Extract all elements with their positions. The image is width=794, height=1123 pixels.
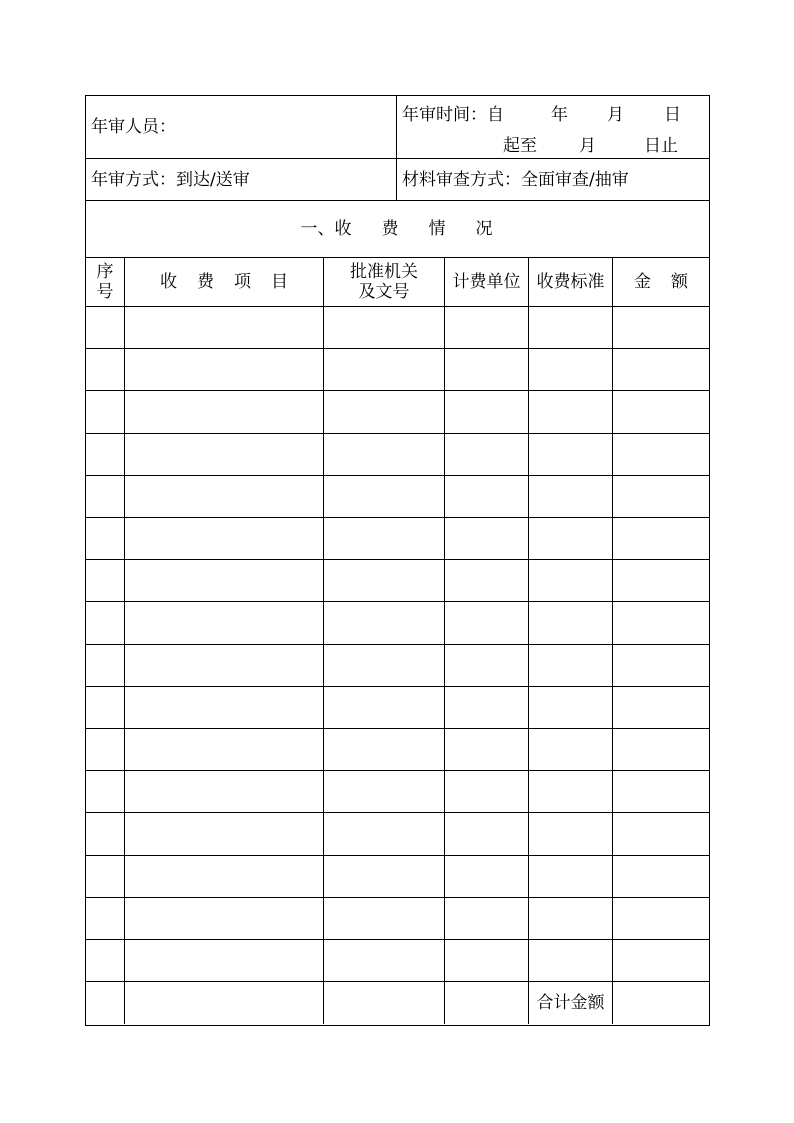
standard-cell[interactable] (528, 856, 612, 897)
index-cell[interactable] (86, 560, 124, 601)
table-row (86, 349, 709, 391)
item-cell[interactable] (124, 349, 323, 390)
index-cell[interactable] (86, 940, 124, 981)
table-row (86, 518, 709, 560)
review-time-cell[interactable] (396, 96, 709, 158)
standard-cell[interactable] (528, 518, 612, 559)
review-time-start: 起至 (503, 136, 537, 156)
item-cell[interactable] (124, 940, 323, 981)
section-title-part-4: 况 (475, 219, 493, 239)
index-cell[interactable] (86, 307, 124, 348)
review-time-label: 年审时间：自 (402, 105, 504, 125)
review-time-day: 日 (664, 105, 681, 125)
approval-cell[interactable] (323, 307, 444, 348)
column-header-row (86, 258, 709, 307)
reviewer-row (86, 96, 709, 159)
table-row (86, 856, 709, 898)
amount-cell[interactable] (612, 856, 709, 897)
approval-cell[interactable] (323, 645, 444, 686)
unit-cell[interactable] (444, 856, 528, 897)
col-header-index-line1: 序 (96, 262, 114, 282)
total-unit-cell[interactable] (444, 982, 528, 1024)
index-cell[interactable] (86, 391, 124, 432)
standard-cell[interactable] (528, 729, 612, 770)
review-time-end: 日止 (644, 136, 678, 156)
approval-cell[interactable] (323, 729, 444, 770)
col-header-approval (323, 258, 444, 306)
item-cell[interactable] (124, 560, 323, 601)
unit-cell[interactable] (444, 940, 528, 981)
standard-cell[interactable] (528, 391, 612, 432)
unit-cell[interactable] (444, 518, 528, 559)
unit-cell[interactable] (444, 434, 528, 475)
approval-cell[interactable] (323, 898, 444, 939)
index-cell[interactable] (86, 729, 124, 770)
item-cell[interactable] (124, 813, 323, 854)
item-cell[interactable] (124, 645, 323, 686)
index-cell[interactable] (86, 813, 124, 854)
table-row (86, 771, 709, 813)
amount-cell[interactable] (612, 813, 709, 854)
approval-cell[interactable] (323, 813, 444, 854)
unit-cell[interactable] (444, 349, 528, 390)
table-row (86, 602, 709, 644)
standard-cell[interactable] (528, 307, 612, 348)
review-method-cell[interactable] (86, 159, 396, 200)
unit-cell[interactable] (444, 729, 528, 770)
table-row (86, 940, 709, 982)
unit-cell[interactable] (444, 476, 528, 517)
col-header-index-line2: 号 (96, 282, 114, 302)
item-cell[interactable] (124, 771, 323, 812)
table-row (86, 898, 709, 940)
review-time-month: 月 (607, 105, 624, 125)
unit-cell[interactable] (444, 687, 528, 728)
standard-cell[interactable] (528, 602, 612, 643)
standard-cell[interactable] (528, 898, 612, 939)
item-cell[interactable] (124, 434, 323, 475)
amount-cell[interactable] (612, 307, 709, 348)
index-cell[interactable] (86, 349, 124, 390)
approval-cell[interactable] (323, 434, 444, 475)
unit-cell[interactable] (444, 898, 528, 939)
col-header-index (86, 258, 124, 306)
item-cell[interactable] (124, 687, 323, 728)
item-cell[interactable] (124, 518, 323, 559)
col-header-item-part-2: 费 (197, 272, 214, 292)
unit-cell[interactable] (444, 560, 528, 601)
approval-cell[interactable] (323, 560, 444, 601)
unit-cell[interactable] (444, 645, 528, 686)
amount-cell[interactable] (612, 560, 709, 601)
method-row (86, 159, 709, 201)
table-row (86, 729, 709, 771)
item-cell[interactable] (124, 307, 323, 348)
section-title (301, 219, 493, 239)
table-row (86, 391, 709, 433)
standard-cell[interactable] (528, 560, 612, 601)
amount-cell[interactable] (612, 898, 709, 939)
amount-cell[interactable] (612, 476, 709, 517)
material-method-label: 材料审查方式：全面审查/抽审 (402, 170, 629, 190)
table-row (86, 687, 709, 729)
index-cell[interactable] (86, 602, 124, 643)
material-method-cell[interactable] (396, 159, 709, 200)
total-row (86, 982, 709, 1024)
item-cell[interactable] (124, 391, 323, 432)
table-row (86, 813, 709, 855)
col-header-item-part-4: 目 (271, 272, 288, 292)
col-header-unit (444, 258, 528, 306)
table-row (86, 645, 709, 687)
amount-cell[interactable] (612, 771, 709, 812)
review-time-month-end: 月 (579, 136, 596, 156)
index-cell[interactable] (86, 856, 124, 897)
unit-cell[interactable] (444, 813, 528, 854)
col-header-approval-line2: 及文号 (358, 282, 410, 302)
standard-cell[interactable] (528, 349, 612, 390)
unit-cell[interactable] (444, 391, 528, 432)
index-cell[interactable] (86, 518, 124, 559)
table-row (86, 476, 709, 518)
standard-cell[interactable] (528, 813, 612, 854)
index-cell[interactable] (86, 771, 124, 812)
amount-cell[interactable] (612, 645, 709, 686)
approval-cell[interactable] (323, 476, 444, 517)
approval-cell[interactable] (323, 856, 444, 897)
col-header-amount (612, 258, 709, 306)
unit-cell[interactable] (444, 602, 528, 643)
index-cell[interactable] (86, 434, 124, 475)
approval-cell[interactable] (323, 518, 444, 559)
total-label-cell (528, 982, 612, 1024)
standard-cell[interactable] (528, 434, 612, 475)
section-title-part-3: 情 (428, 219, 446, 239)
col-header-standard-label: 收费标准 (536, 272, 605, 292)
section-title-part-2: 费 (381, 219, 399, 239)
amount-cell[interactable] (612, 940, 709, 981)
approval-cell[interactable] (323, 940, 444, 981)
review-time-year: 年 (551, 105, 568, 125)
amount-cell[interactable] (612, 729, 709, 770)
index-cell[interactable] (86, 476, 124, 517)
col-header-item-part-3: 项 (234, 272, 251, 292)
approval-cell[interactable] (323, 687, 444, 728)
amount-cell[interactable] (612, 391, 709, 432)
standard-cell[interactable] (528, 771, 612, 812)
col-header-unit-label: 计费单位 (452, 272, 521, 292)
approval-cell[interactable] (323, 771, 444, 812)
fee-form (85, 95, 710, 1026)
total-item-cell[interactable] (124, 982, 323, 1024)
review-method-label: 年审方式：到达/送审 (91, 170, 250, 190)
total-amount-cell[interactable] (612, 982, 709, 1024)
table-row (86, 560, 709, 602)
reviewer-label: 年审人员： (91, 117, 176, 137)
unit-cell[interactable] (444, 771, 528, 812)
unit-cell[interactable] (444, 307, 528, 348)
col-header-amount-part-2: 额 (671, 272, 688, 292)
standard-cell[interactable] (528, 476, 612, 517)
amount-cell[interactable] (612, 434, 709, 475)
amount-cell[interactable] (612, 349, 709, 390)
col-header-approval-line1: 批准机关 (350, 262, 418, 282)
col-header-item (124, 258, 323, 306)
item-cell[interactable] (124, 898, 323, 939)
col-header-standard (528, 258, 612, 306)
table-row (86, 434, 709, 476)
standard-cell[interactable] (528, 645, 612, 686)
standard-cell[interactable] (528, 687, 612, 728)
total-label: 合计金额 (536, 993, 605, 1014)
index-cell[interactable] (86, 687, 124, 728)
item-cell[interactable] (124, 476, 323, 517)
approval-cell[interactable] (323, 349, 444, 390)
amount-cell[interactable] (612, 687, 709, 728)
approval-cell[interactable] (323, 602, 444, 643)
item-cell[interactable] (124, 856, 323, 897)
approval-cell[interactable] (323, 391, 444, 432)
col-header-item-part-1: 收 (160, 272, 177, 292)
amount-cell[interactable] (612, 518, 709, 559)
total-index-cell[interactable] (86, 982, 124, 1024)
col-header-amount-part-1: 金 (634, 272, 651, 292)
section-title-part-1: 一、收 (300, 219, 352, 239)
amount-cell[interactable] (612, 602, 709, 643)
index-cell[interactable] (86, 898, 124, 939)
standard-cell[interactable] (528, 940, 612, 981)
item-cell[interactable] (124, 602, 323, 643)
reviewer-cell[interactable] (86, 96, 396, 158)
index-cell[interactable] (86, 645, 124, 686)
total-approval-cell[interactable] (323, 982, 444, 1024)
table-row (86, 307, 709, 349)
item-cell[interactable] (124, 729, 323, 770)
section-title-row (86, 201, 709, 258)
